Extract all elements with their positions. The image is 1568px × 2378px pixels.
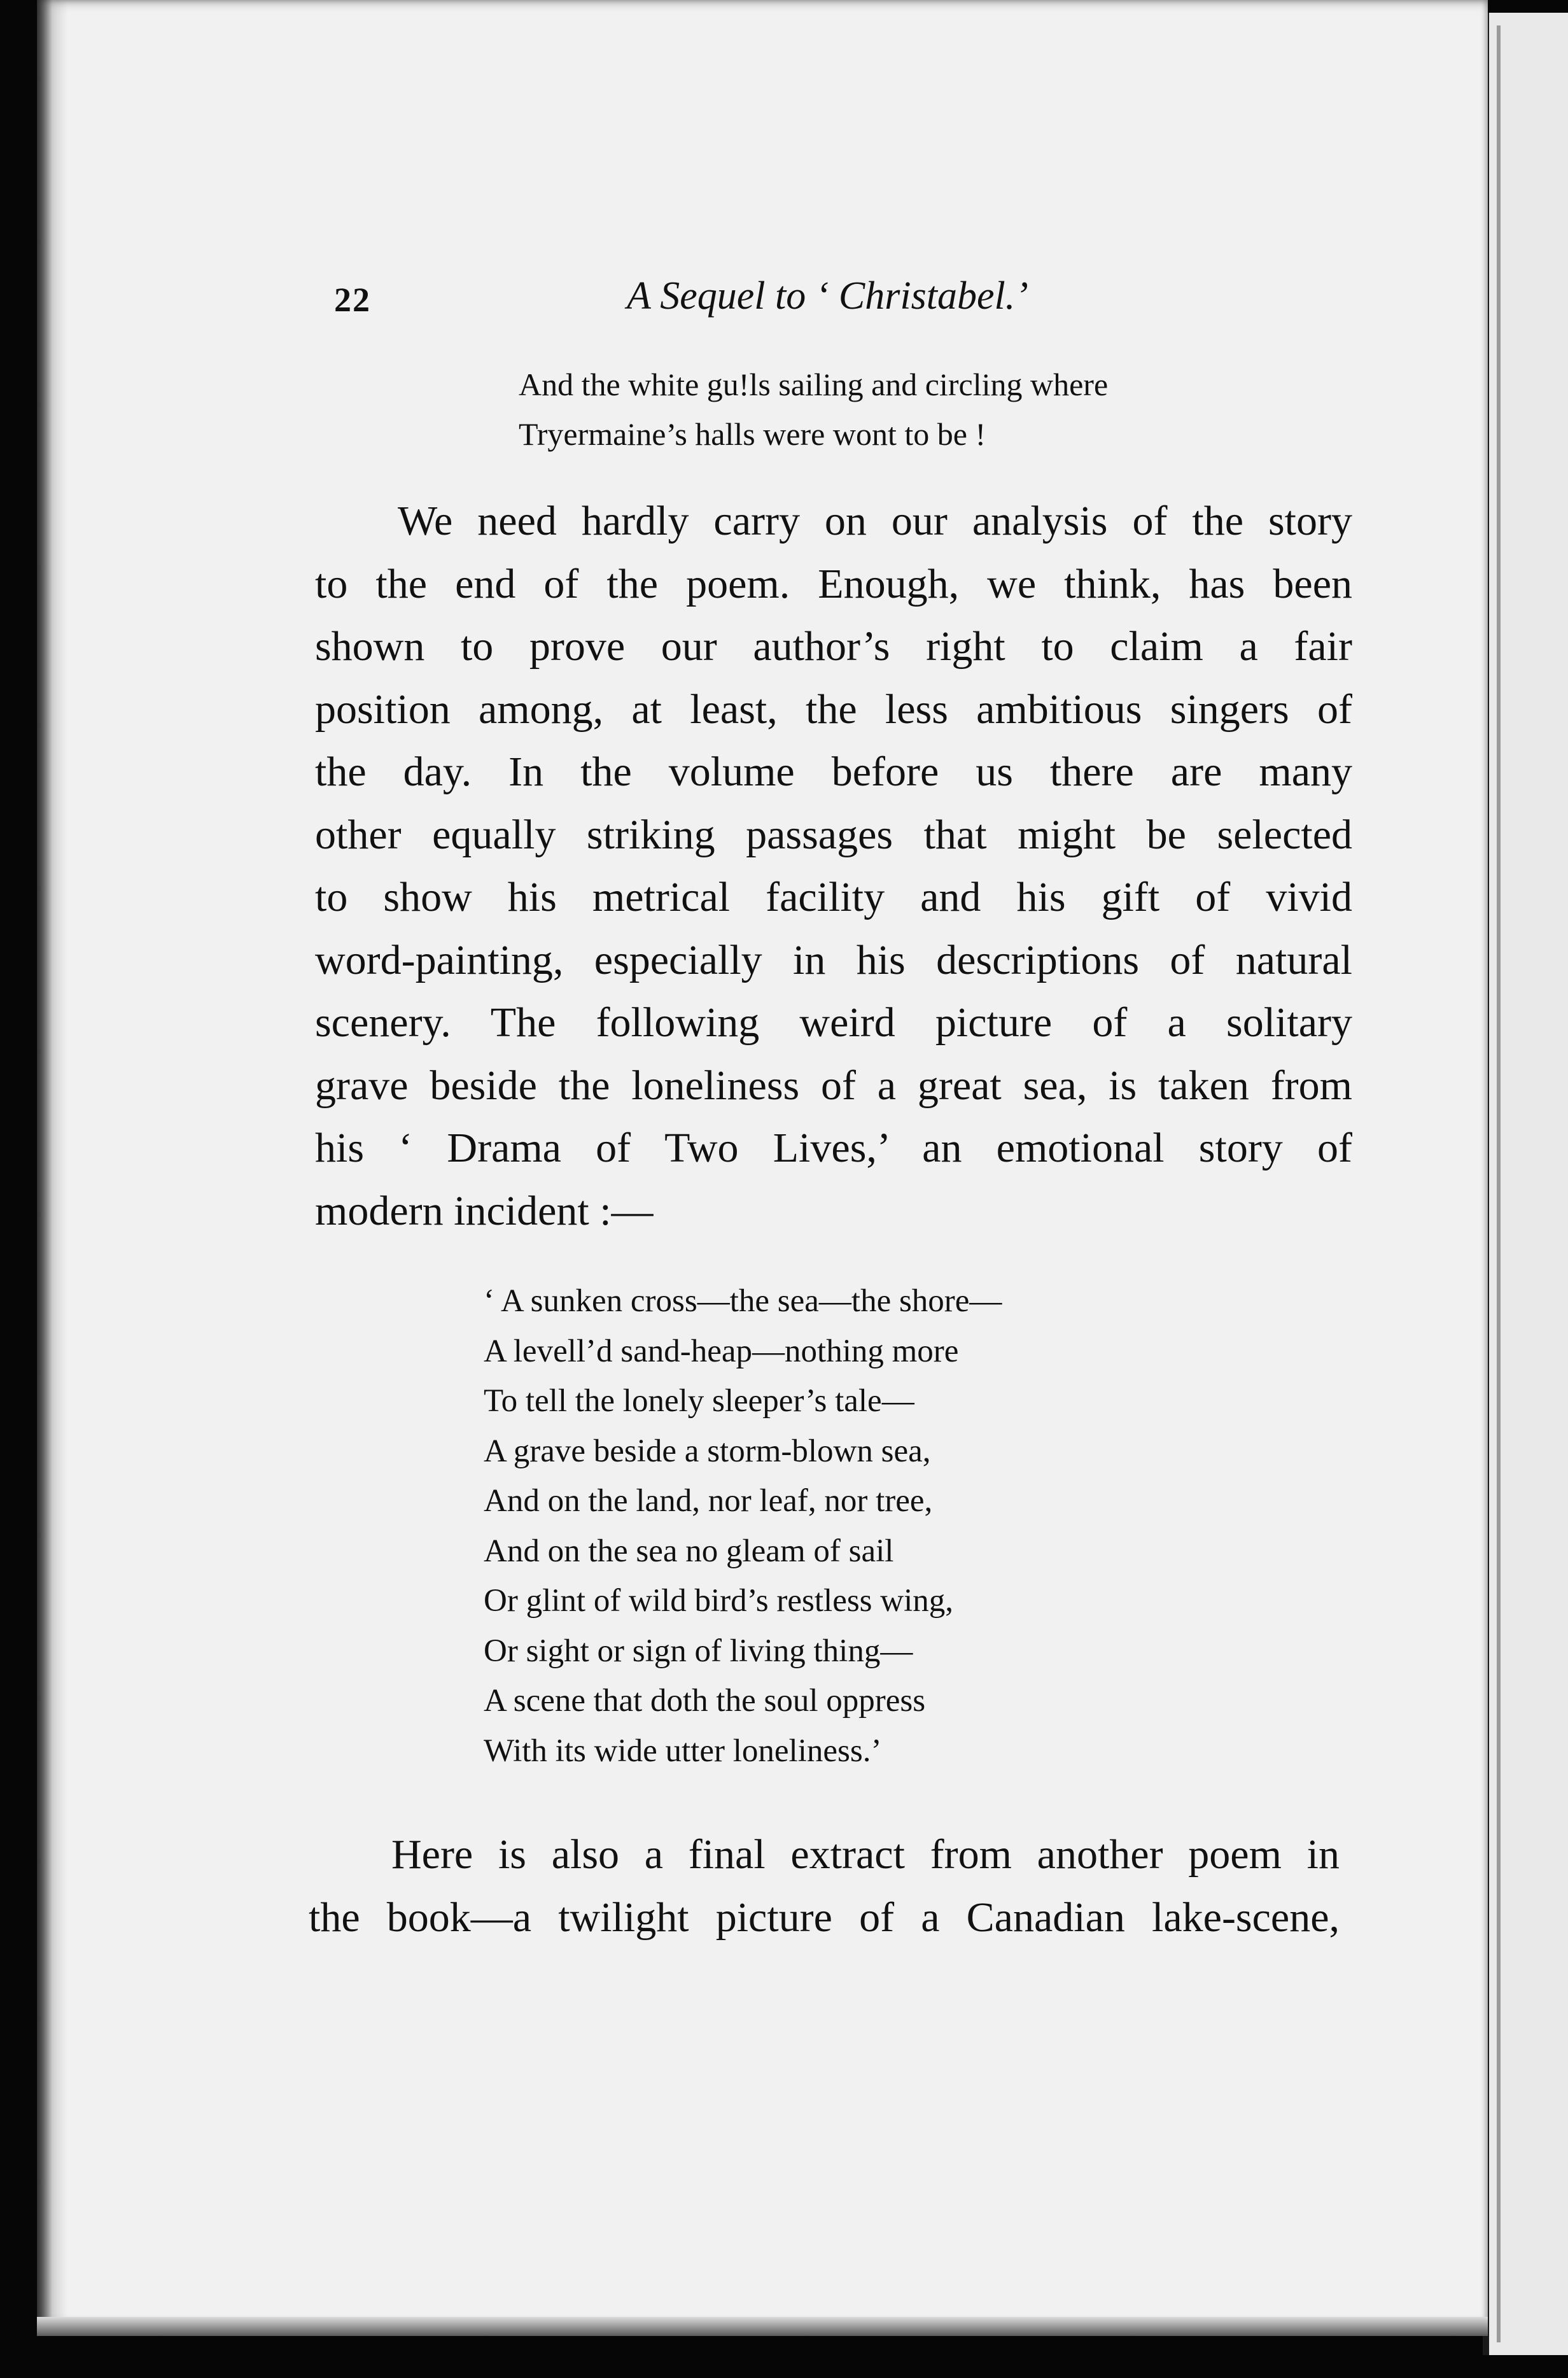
verse-line: Or glint of wild bird’s restless wing, [484, 1583, 954, 1619]
paragraph-line: the day. In the volume before us there are many [315, 749, 1352, 795]
paragraph-line: other equally striking passages that might be selected [315, 811, 1352, 858]
facing-page-shadow [1497, 25, 1501, 2342]
verse-line: And the white gu!ls sailing and circling where [519, 367, 1109, 402]
paragraph-line: shown to prove our author’s right to claim a fair [315, 623, 1352, 670]
verse-line: To tell the lonely sleeper’s tale— [484, 1383, 914, 1419]
paragraph-line: Here is also a final extract from another poem in [391, 1831, 1340, 1878]
verse-top [519, 360, 1108, 459]
paragraph-line: We need hardly carry on our analysis of the story [398, 498, 1352, 544]
verse-quotation [484, 1276, 1002, 1776]
verse-line: A grave beside a storm-blown sea, [484, 1433, 931, 1469]
page-gutter-shadow [37, 0, 67, 2326]
paragraph-line: to the end of the poem. Enough, we think, has been [315, 560, 1352, 607]
verse-line: A levell’d sand-heap—nothing more [484, 1333, 959, 1369]
paragraph-line: word-painting, especially in his descriptions of natural [315, 936, 1352, 983]
paragraph-line: scenery. The following weird picture of a solitary [315, 999, 1352, 1046]
verse-line: And on the sea no gleam of sail [484, 1533, 894, 1569]
verse-line: Or sight or sign of living thing— [484, 1633, 913, 1669]
page-number: 22 [334, 281, 371, 319]
paragraph-line: modern incident :— [315, 1187, 654, 1234]
paragraph-line: his ‘ Drama of Two Lives,’ an emotional story of [315, 1125, 1352, 1171]
paragraph-line: position among, at least, the less ambitious singers of [315, 686, 1352, 733]
paragraph-line: to show his metrical facility and his gift of vivid [315, 874, 1352, 920]
verse-line: And on the land, nor leaf, nor tree, [484, 1483, 933, 1519]
verse-line: With its wide utter loneliness.’ [484, 1733, 882, 1769]
paragraph-line: the book—a twilight picture of a Canadian lake-scene, [309, 1894, 1340, 1941]
running-title: A Sequel to ‘ Christabel.’ [627, 274, 1028, 318]
paragraph-analysis [315, 490, 1352, 1242]
page-bottom-edge [37, 2317, 1488, 2336]
verse-line: ‘ A sunken cross—the sea—the shore— [484, 1283, 1002, 1319]
facing-page-edge [1483, 13, 1568, 2355]
verse-line: A scene that doth the soul oppress [484, 1683, 926, 1719]
paragraph-line: grave beside the loneliness of a great sea, is taken from [315, 1062, 1352, 1109]
paragraph-extract [309, 1824, 1340, 1949]
verse-line: Tryermaine’s halls were wont to be ! [519, 416, 986, 452]
